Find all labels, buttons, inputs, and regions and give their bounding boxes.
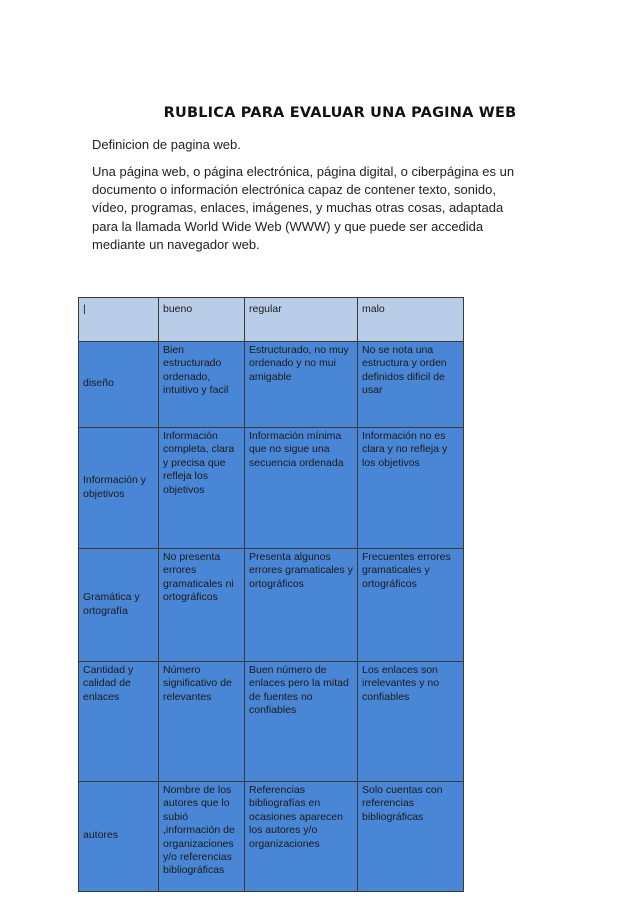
table-header-row bbox=[79, 298, 464, 342]
table-row bbox=[79, 662, 464, 782]
criterion-cell: autores bbox=[79, 782, 159, 892]
document-title: RUBLICA PARA EVALUAR UNA PAGINA WEB bbox=[163, 105, 517, 121]
bueno-cell: Información completa, clara y precisa que refleja los objetivos bbox=[159, 428, 245, 549]
bueno-cell: No presenta errores gramaticales ni ortográficos bbox=[159, 549, 245, 662]
regular-cell: Presenta algunos errores gramaticales y ortográficos bbox=[245, 549, 358, 662]
criterion-cell: Cantidad y calidad de enlaces bbox=[79, 662, 159, 782]
definition-heading: Definicion de pagina web. bbox=[92, 137, 241, 152]
header-cell-bueno: bueno bbox=[159, 298, 245, 342]
regular-cell: Información mínima que no sigue una secuencia ordenada bbox=[245, 428, 358, 549]
malo-cell: Frecuentes errores gramaticales y ortográficos bbox=[358, 549, 464, 662]
malo-cell: Información no es clara y no refleja y los objetivos bbox=[358, 428, 464, 549]
bueno-cell: Nombre de los autores que lo subió ,información de organizaciones y/o referencias bibliográficas bbox=[159, 782, 245, 892]
table-row bbox=[79, 428, 464, 549]
header-cell-malo: malo bbox=[358, 298, 464, 342]
table-row bbox=[79, 342, 464, 428]
bueno-cell: Número significativo de relevantes bbox=[159, 662, 245, 782]
header-cell-criterion: | bbox=[79, 298, 159, 342]
rubric-table bbox=[78, 297, 464, 892]
criterion-cell: diseño bbox=[79, 342, 159, 428]
table-row bbox=[79, 549, 464, 662]
criterion-cell: Gramática y ortografía bbox=[79, 549, 159, 662]
regular-cell: Referencias bibliografías en ocasiones aparecen los autores y/o organizaciones bbox=[245, 782, 358, 892]
header-cell-regular: regular bbox=[245, 298, 358, 342]
malo-cell: No se nota una estructura y orden definidos dificil de usar bbox=[358, 342, 464, 428]
criterion-cell: Información y objetivos bbox=[79, 428, 159, 549]
bueno-cell: Bien estructurado ordenado, intuitivo y facil bbox=[159, 342, 245, 428]
table-row bbox=[79, 782, 464, 892]
regular-cell: Estructurado, no muy ordenado y no mui amigable bbox=[245, 342, 358, 428]
regular-cell: Buen número de enlaces pero la mitad de fuentes no confiables bbox=[245, 662, 358, 782]
malo-cell: Los enlaces son irrelevantes y no confiables bbox=[358, 662, 464, 782]
malo-cell: Solo cuentas con referencias bibliográficas bbox=[358, 782, 464, 892]
definition-paragraph: Una página web, o página electrónica, página digital, o ciberpágina es un documento o información electrónica capaz de contener texto, sonido, vídeo, programas, enlaces, imágenes, y muchas otras cosas, adaptada para la llamada World Wide Web (WWW) y que puede ser accedida mediante un navegador web. bbox=[92, 164, 515, 252]
